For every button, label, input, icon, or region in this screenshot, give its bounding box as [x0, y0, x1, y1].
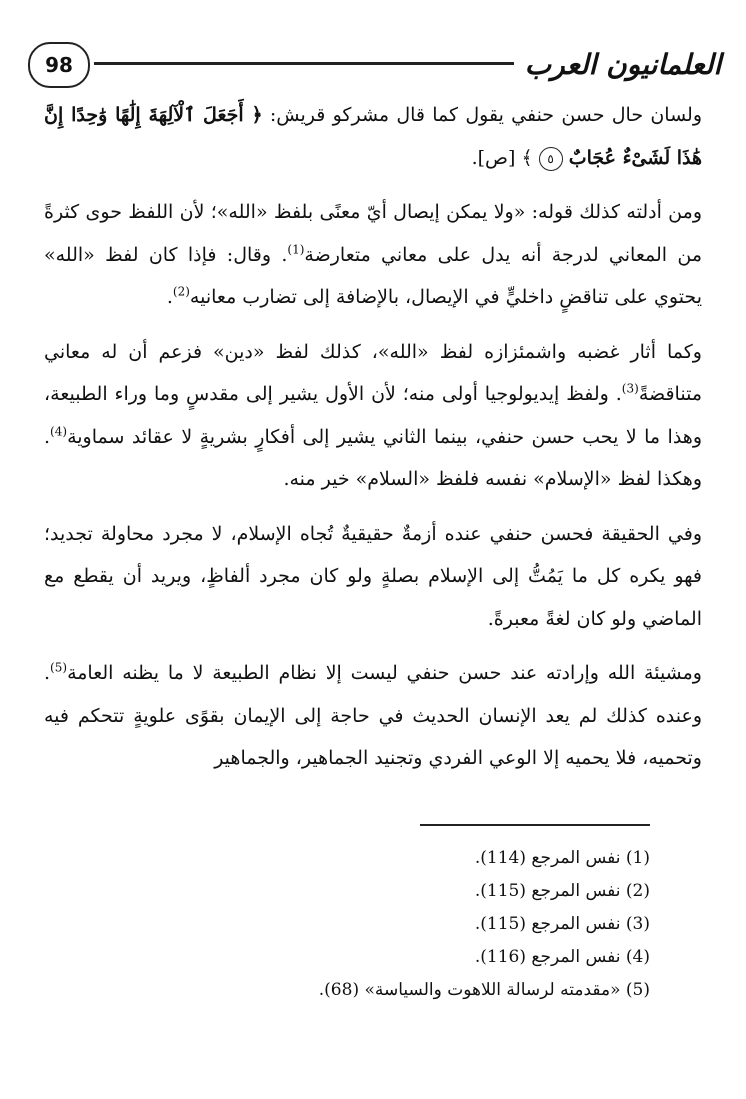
quran-verse: ﴿ أَجَعَلَ ٱلْآلِهَةَ إِلَٰهًا وَٰحِدًا إِنَّ هَٰذَا لَشَىْءٌ عُجَابٌ [44, 104, 702, 169]
footnote-2: (2) نفس المرجع (115). [474, 881, 650, 901]
quran-reference: ﴾ [ص]. [471, 146, 533, 169]
footnote-5: (5) «مقدمته لرسالة اللاهوت والسياسة» (68). [318, 980, 650, 1000]
paragraph-2-part-3: . [166, 286, 173, 308]
page-number [28, 42, 90, 88]
footnote-1: (1) نفس المرجع (114). [474, 848, 650, 868]
paragraph-4-text: وفي الحقيقة فحسن حنفي عنده أزمةٌ حقيقيةٌ تُجاه الإسلام، لا مجرد محاولة تجديد؛ فهو يكره كل ما يَمُتُّ إلى الإسلام بصلةٍ ولو كان مجرد ألفاظٍ، ويريد أن يقطع مع الماضي ولو كان لغةً معبرةً. [44, 522, 702, 630]
paragraph-3-part-1: وكما أثار غضبه واشمئزازه لفظ «الله»، كذلك لفظ «دين» فزعم أن له معاني متناقضةً [44, 340, 702, 405]
footnote-ref-3[interactable]: (3) [621, 381, 639, 396]
footnote-4: (4) نفس المرجع (116). [474, 947, 650, 967]
paragraph-3-part-3: . وهكذا لفظ «الإسلام» نفسه فلفظ «السلام» خير منه. [44, 425, 702, 490]
ayah-number: ٥ [539, 147, 563, 171]
page-number-text: 98 [45, 53, 73, 77]
footnotes [90, 842, 650, 1007]
paragraph-3-part-2: . ولفظ إيديولوجيا أولى منه؛ لأن الأول يشير إلى مقدسٍ وما وراء الطبيعة، وهذا ما لا يحب حسن حنفي، بينما الثاني يشير إلى أفكارٍ بشريةٍ لا عقائد سماوية [44, 383, 702, 448]
paragraph-2 [44, 191, 702, 319]
footnote-separator [420, 824, 650, 826]
paragraph-2-part-1: ومن أدلته كذلك قوله: «ولا يمكن إيصال أيّ معنًى بلفظ «الله»؛ لأن اللفظ حوى كثرةً من المعاني لدرجة أنه يدل على معاني متعارضة [44, 201, 702, 266]
paragraph-1-lead: ولسان حال حسن حنفي يقول كما قال مشركو قريش: [262, 104, 702, 126]
paragraph-5 [44, 652, 702, 780]
footnote-ref-4[interactable]: (4) [50, 424, 68, 439]
page-header [28, 38, 722, 98]
paragraph-1 [44, 94, 702, 179]
main-text [44, 94, 702, 792]
footnote-ref-1[interactable]: (1) [287, 242, 305, 257]
book-title: العلمانيون العرب [524, 47, 722, 81]
paragraph-2-part-2: . وقال: فإذا كان لفظ «الله» يحتوي على تناقضٍ داخليٍّ في الإيصال، بالإضافة إلى تضارب معانيه [44, 243, 702, 308]
paragraph-5-part-2: . وعنده كذلك لم يعد الإنسان الحديث في حاجة إلى الإيمان بقوًى علويةٍ تتحكم فيه وتحميه، فلا يحميه إلا الوعي الفردي وتجنيد الجماهير، والجماهير [44, 662, 702, 769]
footnote-ref-2[interactable]: (2) [172, 284, 190, 299]
footnote-3: (3) نفس المرجع (115). [474, 914, 650, 934]
paragraph-3 [44, 331, 702, 501]
paragraph-5-part-1: ومشيئة الله وإرادته عند حسن حنفي ليست إلا نظام الطبيعة لا ما يظنه العامة [67, 662, 702, 684]
paragraph-4 [44, 513, 702, 641]
header-rule [94, 62, 514, 65]
footnote-ref-5[interactable]: (5) [50, 660, 68, 675]
